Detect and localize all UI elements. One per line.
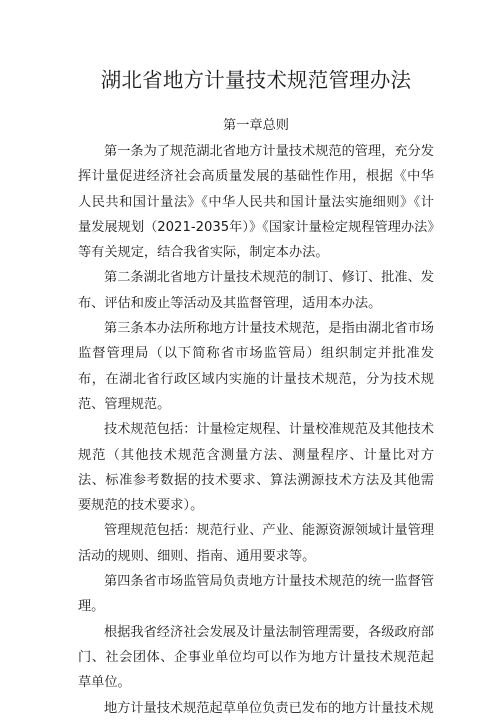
management-spec-paragraph: 管理规范包括：规范行业、产业、能源资源领域计量管理活动的规则、细则、指南、通用要求等。 [78, 523, 434, 564]
article-2-paragraph: 第二条湖北省地方计量技术规范的制订、修订、批准、发布、评估和废止等活动及其监督管理，适用本办法。 [78, 270, 434, 311]
article-4-paragraph: 第四条省市场监管局负责地方计量技术规范的统一监督管理。 [78, 574, 434, 615]
article-3-paragraph: 第三条本办法所称地方计量技术规范，是指由湖北省市场监督管理局（以下简称省市场监管局）组织制定并批准发布，在湖北省行政区域内实施的计量技术规范，分为技术规范、管理规范。 [78, 321, 434, 412]
article-1-paragraph: 第一条为了规范湖北省地方计量技术规范的管理，充分发挥计量促进经济社会高质量发展的基础性作用，根据《中华人民共和国计量法》《中华人民共和国计量法实施细则》《计量发展规划（2021-2035年）》《国家计量检定规程管理办法》等有关规定，结合我省实际，制定本办法。 [78, 144, 434, 261]
technical-spec-paragraph: 技术规范包括：计量检定规程、计量校准规范及其他技术规范（其他技术规范含测量方法、测量程序、计量比对方法、标准参考数据的技术要求、算法溯源技术方法及其他需要规范的技术要求）。 [78, 422, 434, 514]
drafting-units-paragraph: 根据我省经济社会发展及计量法制管理需要，各级政府部门、社会团体、企事业单位均可以作为地方计量技术规范起草单位。 [78, 624, 434, 691]
chapter-heading: 第一章总则 [223, 118, 289, 133]
drafting-duty-paragraph: 地方计量技术规范起草单位负责已发布的地方计量技术规 [104, 700, 434, 716]
document-title: 湖北省地方计量技术规范管理办法 [100, 68, 412, 92]
